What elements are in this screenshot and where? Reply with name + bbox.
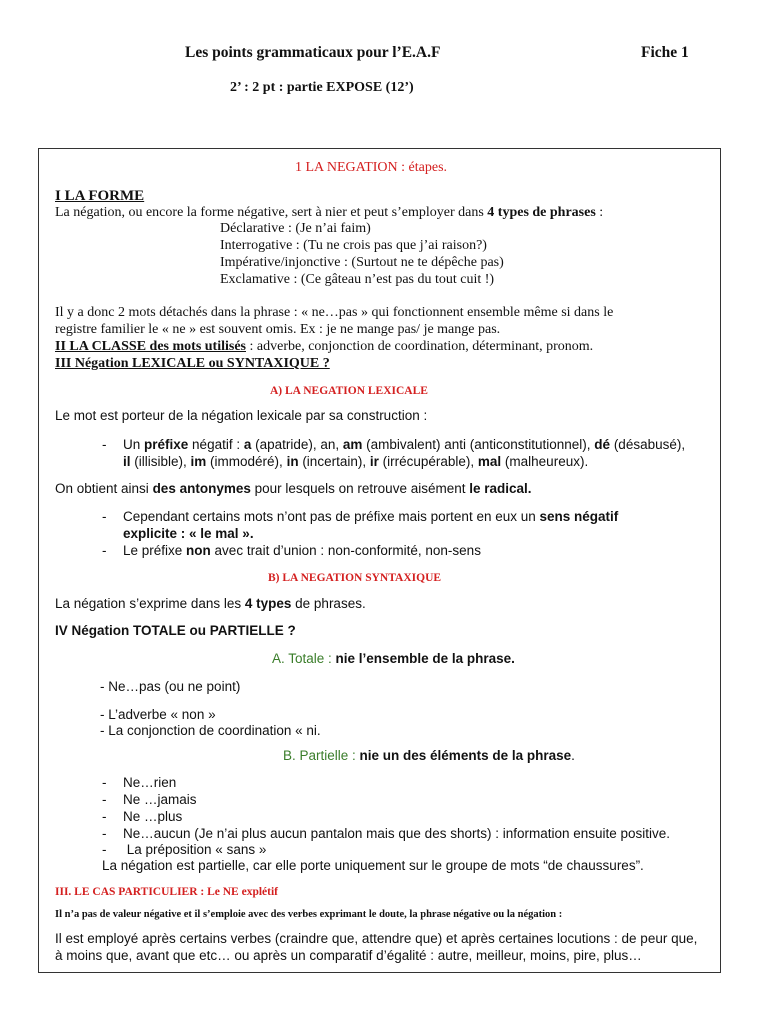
totale-item: - La conjonction de coordination « ni. — [100, 723, 321, 738]
bold-text: ir — [369, 454, 379, 469]
text-run: La négation s’exprime dans les — [55, 596, 245, 611]
bullet-dash: - — [102, 842, 107, 857]
partielle-item: Ne…aucun (Je n’ai plus aucun pantalon mais que des shorts) : information ensuite positive. — [123, 826, 671, 841]
text-run: pour lesquels on retrouve aisément — [250, 481, 470, 496]
text-run: (irrécupérable), — [378, 454, 478, 469]
bold-text: dé — [594, 437, 611, 452]
ne-expletif-line: Il est employé après certains verbes (craindre que, attendre que) et après certaines locutions : de peur que, — [55, 931, 698, 946]
partielle-item: La préposition « sans » — [123, 842, 267, 857]
bold-text: sens négatif — [539, 509, 619, 524]
syntaxique-line — [55, 596, 366, 612]
sentence-type-item: Impérative/injonctive : (Surtout ne te dépêche pas) — [220, 255, 504, 270]
bullet-dash: - — [102, 437, 107, 452]
bold-text: des antonymes — [152, 481, 251, 496]
section-totale-heading: IV Négation TOTALE ou PARTIELLE ? — [55, 623, 296, 638]
bold-text: in — [286, 454, 299, 469]
sentence-type-item: Interrogative : (Tu ne crois pas que j’ai raison?) — [220, 238, 487, 253]
section-forme-heading: I LA FORME — [55, 188, 145, 204]
bold-text: il — [123, 454, 131, 469]
bold-text: mal — [477, 454, 502, 469]
document-subtitle: 2’ : 2 pt : partie EXPOSE (12’) — [230, 80, 414, 95]
subheading-syntaxique: B) LA NEGATION SYNTAXIQUE — [268, 572, 442, 584]
fiche-number: Fiche 1 — [641, 44, 689, 61]
totale-subheading: A. Totale : nie l’ensemble de la phrase. — [272, 651, 515, 666]
text-run: (incertain), — [298, 454, 370, 469]
bullet-dash: - — [102, 809, 107, 824]
sens-negatif-line — [123, 526, 254, 542]
sentence-type-item: Déclarative : (Je n’ai faim) — [220, 221, 371, 236]
text-run: (malheureux). — [501, 454, 589, 469]
section-forme-intro: La négation, ou encore la forme négative, sert à nier et peut s’employer dans 4 types de phrases : — [55, 205, 604, 220]
document-title: Les points grammaticaux pour l’E.A.F — [185, 44, 441, 61]
partielle-note: La négation est partielle, car elle porte uniquement sur le groupe de mots “de chaussures”. — [102, 858, 644, 873]
ne-expletif-heading: III. LE CAS PARTICULIER : Le NE explétif — [55, 886, 279, 898]
bullet-dash: - — [102, 792, 107, 807]
bold-text: a — [243, 437, 252, 452]
text-run: Un — [123, 437, 145, 452]
forme-paragraph-line: registre familier le « ne » est souvent omis. Ex : je ne mange pas/ je mange pas. — [55, 322, 501, 337]
antonym-line — [55, 481, 532, 497]
sentence-type-item: Exclamative : (Ce gâteau n’est pas du tout cuit !) — [220, 272, 495, 287]
text-run: Le préfixe — [123, 543, 187, 558]
bold-text: 4 types — [244, 596, 292, 611]
bold-text: préfixe — [144, 437, 189, 452]
totale-item: - Ne…pas (ou ne point) — [100, 679, 241, 694]
text-run: (désabusé), — [610, 437, 686, 452]
bold-text: explicite : « le mal ». — [123, 526, 254, 541]
text-run: négatif : — [188, 437, 244, 452]
ne-expletif-line: à moins que, avant que etc… ou après un comparatif d’égalité : autre, meilleur, moins, pire, plus… — [55, 948, 642, 963]
section-lexicale-heading: III Négation LEXICALE ou SYNTAXIQUE ? — [55, 356, 330, 371]
bullet-dash: - — [102, 775, 107, 790]
ne-expletif-definition: Il n’a pas de valeur négative et il s’emploie avec des verbes exprimant le doute, la phrase négative ou la négation : — [55, 909, 563, 920]
text-run: (immodéré), — [206, 454, 287, 469]
text-run: (ambivalent) anti (anticonstitutionnel), — [362, 437, 595, 452]
text-run: (apatride), an, — [251, 437, 343, 452]
forme-paragraph-line: Il y a donc 2 mots détachés dans la phrase : « ne…pas » qui fonctionnent ensemble même si dans le — [55, 305, 614, 320]
partielle-item: Ne …jamais — [123, 792, 197, 807]
bullet-dash: - — [102, 509, 107, 524]
main-title: 1 LA NEGATION : étapes. — [295, 160, 448, 175]
bullet-dash: - — [102, 543, 107, 558]
bold-text: le radical. — [469, 481, 532, 496]
bold-text: am — [342, 437, 363, 452]
prefix-list-line — [123, 437, 685, 453]
lexicale-intro: Le mot est porteur de la négation lexicale par sa construction : — [55, 408, 428, 423]
bold-text: im — [190, 454, 207, 469]
section-classe-line: II LA CLASSE des mots utilisés : adverbe, conjonction de coordination, déterminant, pronom. — [55, 339, 594, 354]
partielle-item: Ne …plus — [123, 809, 183, 824]
prefix-non-line — [123, 543, 481, 559]
subheading-lexicale: A) LA NEGATION LEXICALE — [270, 385, 428, 397]
sens-negatif-line — [123, 509, 618, 525]
bullet-dash: - — [102, 826, 107, 841]
text-run: (illisible), — [130, 454, 191, 469]
totale-item: - L’adverbe « non » — [100, 707, 216, 722]
text-run: de phrases. — [291, 596, 366, 611]
prefix-list-line — [123, 454, 588, 470]
partielle-subheading: B. Partielle : nie un des éléments de la phrase. — [283, 748, 575, 763]
text-run: avec trait d’union : non-conformité, non-sens — [210, 543, 481, 558]
bold-text: non — [186, 543, 211, 558]
text-run: Cependant certains mots n’ont pas de préfixe mais portent en eux un — [123, 509, 540, 524]
text-run: On obtient ainsi — [55, 481, 153, 496]
partielle-item: Ne…rien — [123, 775, 177, 790]
